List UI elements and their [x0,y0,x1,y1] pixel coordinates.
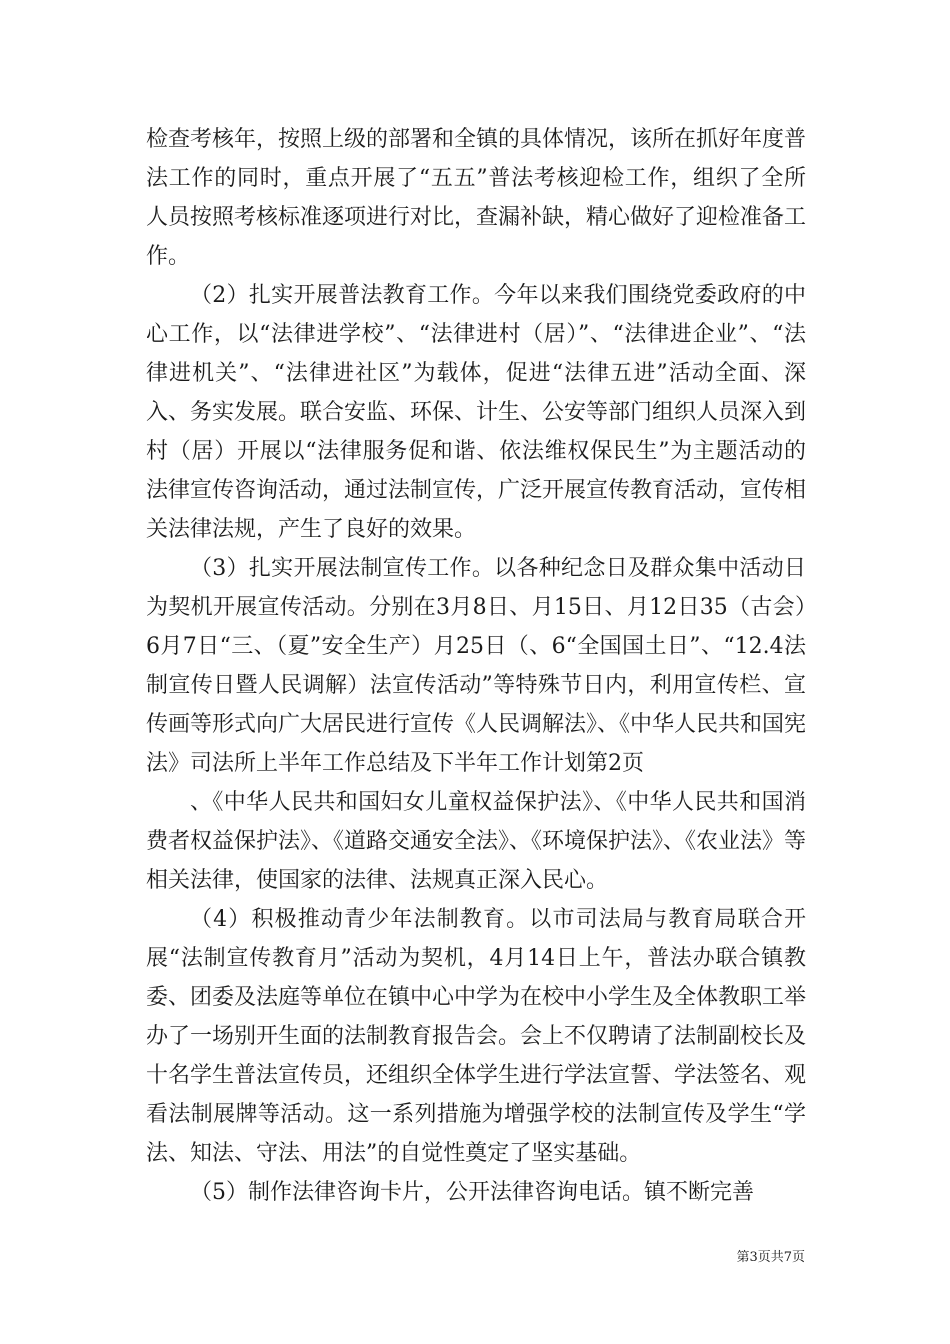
paragraph-continuation: 检查考核年，按照上级的部署和全镇的具体情况，该所在抓好年度普法工作的同时，重点开展了“五五”普法考核迎检工作，组织了全所人员按照考核标准逐项进行对比，查漏补缺，精心做好了迎检准备工作。 [146,127,807,269]
document-body [146,120,806,1212]
paragraph-law-education: （2）扎实开展普法教育工作。今年以来我们围绕党委政府的中心工作，以“法律进学校”、“法律进村（居）”、“法律进企业”、“法律进机关”、“法律进社区”为载体，促进“法律五进”活动全面、深入、务实发展。联合安监、环保、计生、公安等部门组织人员深入到村（居）开展以“法律服务促和谐、依法维权保民生”为主题活动的法律宣传咨询活动，通过法制宣传，广泛开展宣传教育活动，宣传相关法律法规，产生了良好的效果。 [146,283,807,542]
paragraph-youth-education: （4）积极推动青少年法制教育。以市司法局与教育局联合开展“法制宣传教育月”活动为契机，4月14日上午，普法办联合镇教委、团委及法庭等单位在镇中心中学为在校中小学生及全体教职工举办了一场别开生面的法制教育报告会。会上不仅聘请了法制副校长及十名学生普法宣传员，还组织全体学生进行学法宣誓、学法签名、观看法制展牌等活动。这一系列措施为增强学校的法制宣传及学生“学法、知法、守法、用法”的自觉性奠定了坚实基础。 [146,907,807,1166]
page-number: 第3页共7页 [736,1250,805,1265]
paragraph-law-publicity: （3）扎实开展法制宣传工作。以各种纪念日及群众集中活动日为契机开展宣传活动。分别在3月8日、月15日、月12日35（古会）6月7日“三、（夏”安全生产）月25日（、6“全国国土日”、“12.4法制宣传日暨人民调解）法宣传活动”等特殊节日内，利用宣传栏、宣传画等形式向广大居民进行宣传《人民调解法》、《中华人民共和国宪法》司法所上半年工作总结及下半年工作计划第2页 [146,556,807,776]
paragraph-consulting-card: （5）制作法律咨询卡片，公开法律咨询电话。镇不断完善 [190,1180,754,1205]
paragraph-law-list: 、《中华人民共和国妇女儿童权益保护法》、《中华人民共和国消费者权益保护法》、《道路交通安全法》、《环境保护法》、《农业法》等相关法律，使国家的法律、法规真正深入民心。 [146,790,807,893]
